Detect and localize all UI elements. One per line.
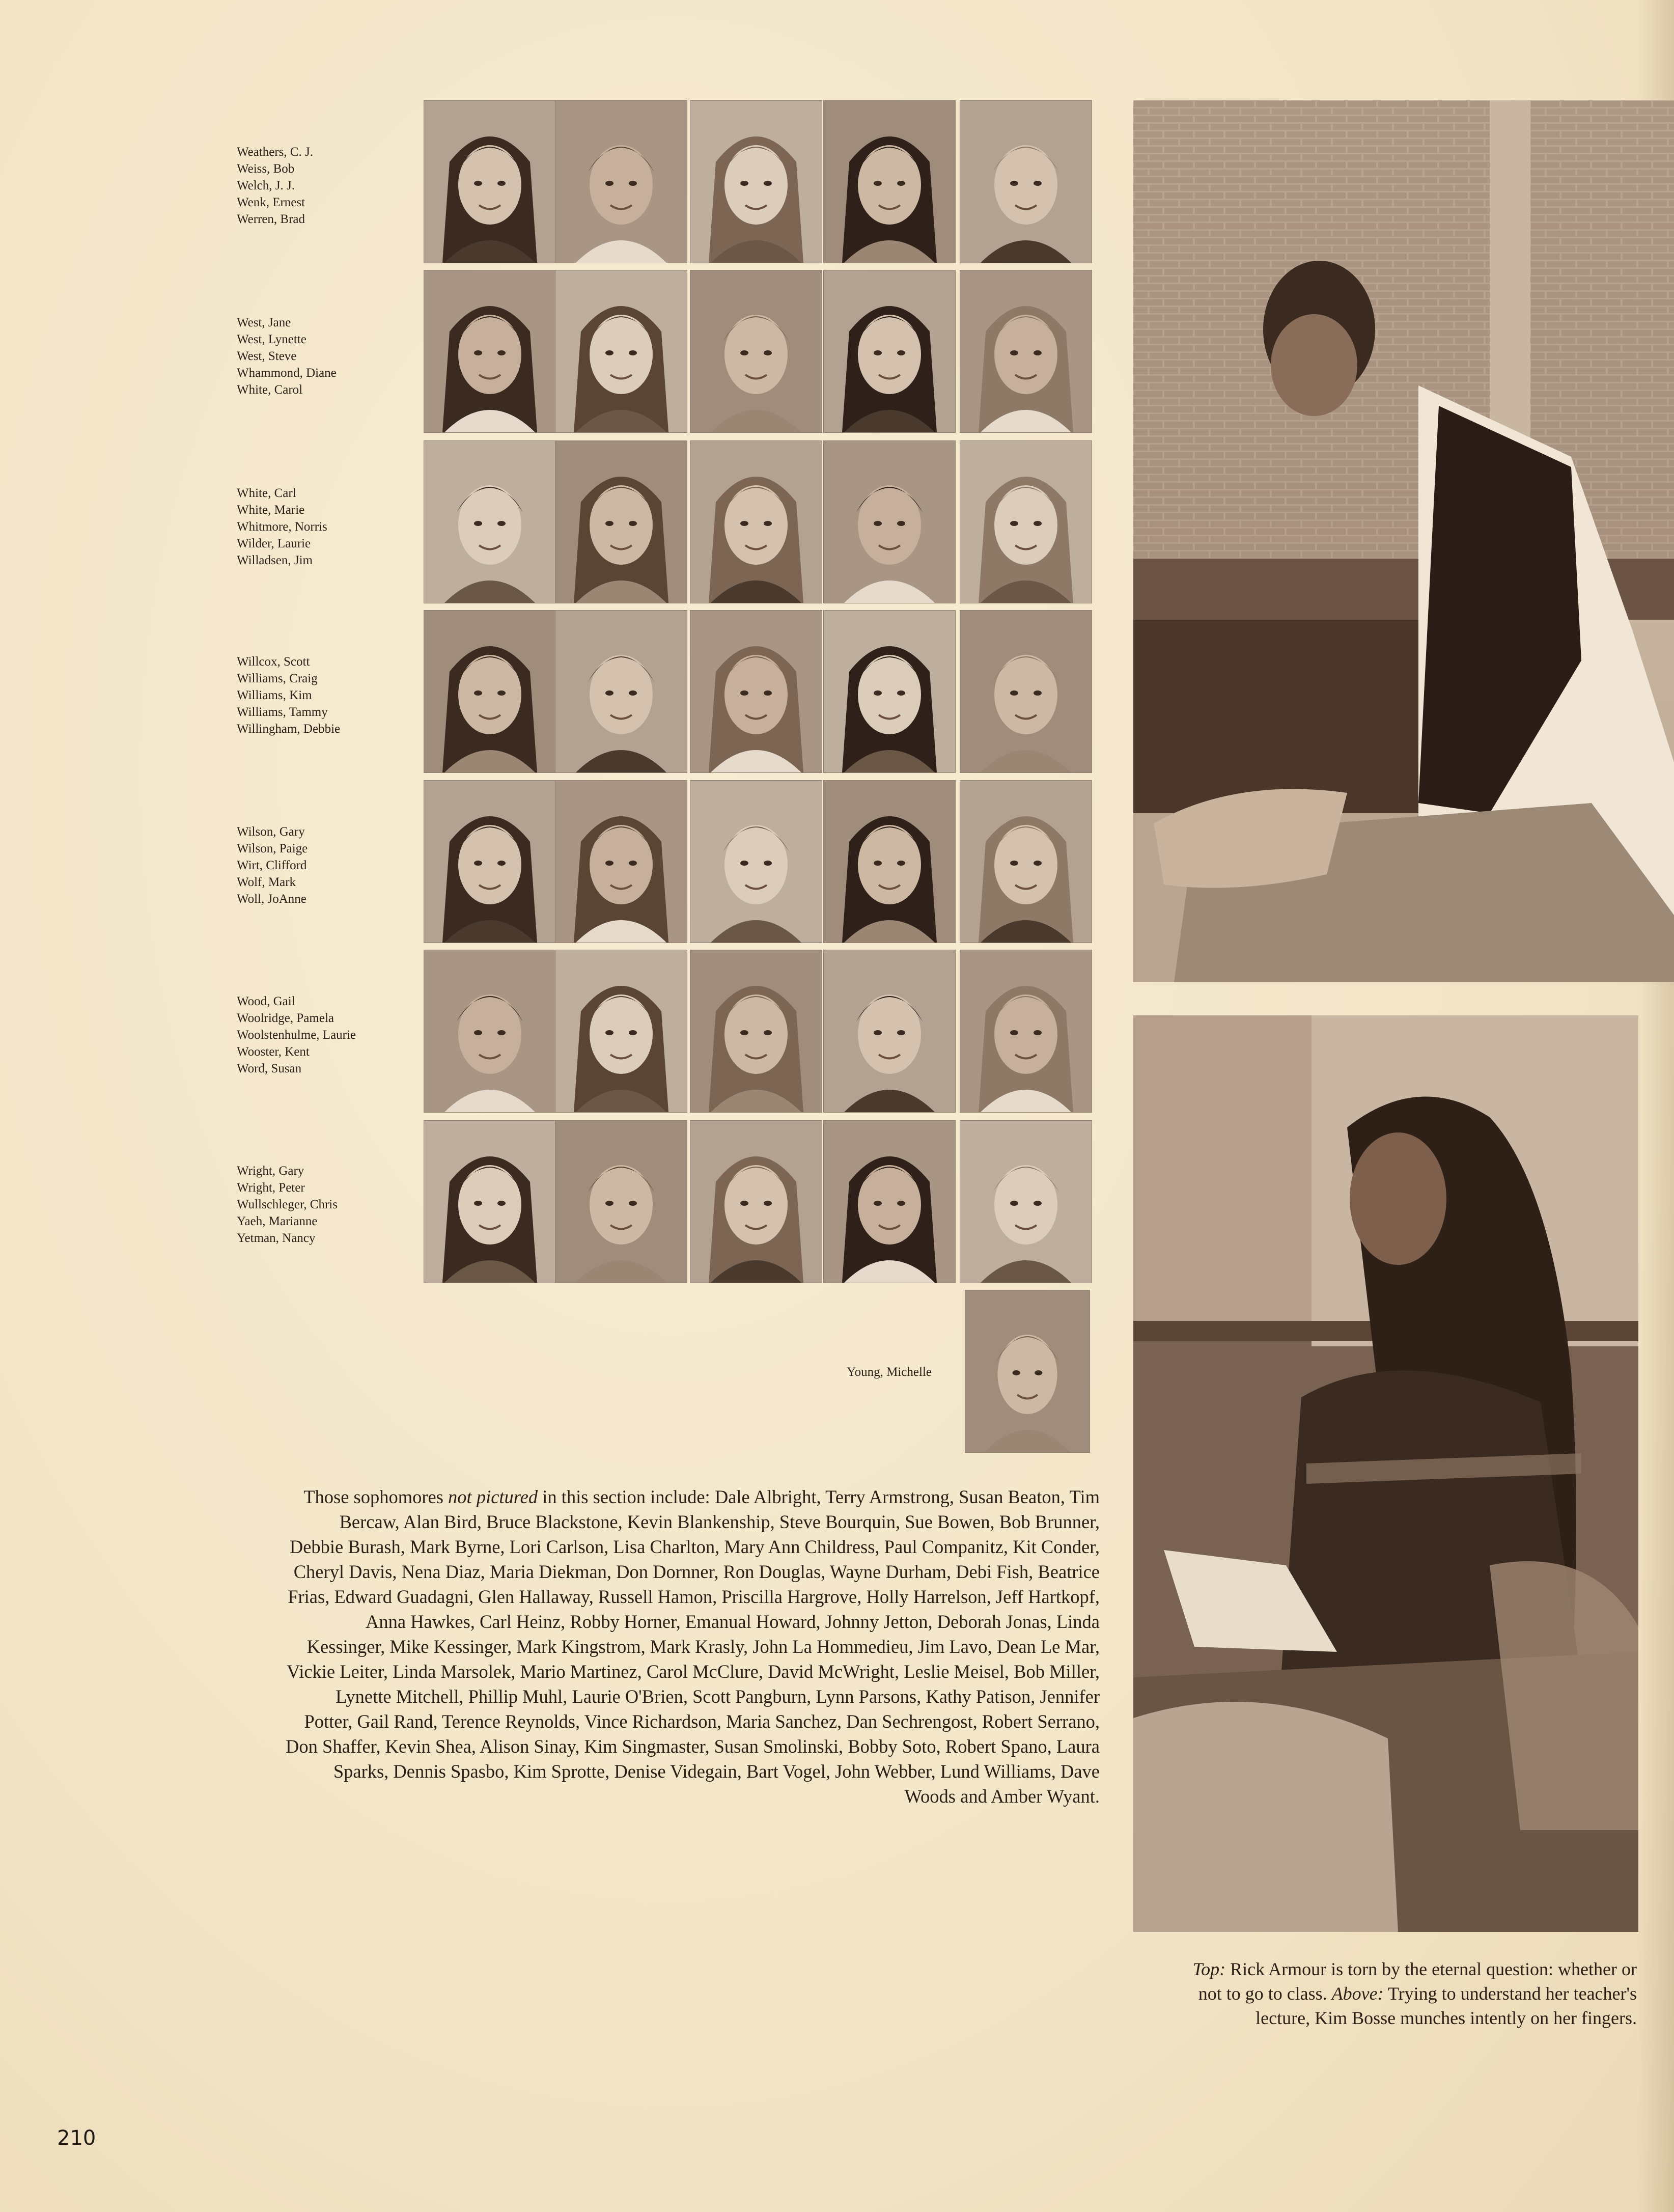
caption-above-label: Above: bbox=[1331, 1983, 1384, 2004]
student-name: Weathers, C. J. bbox=[237, 145, 314, 159]
student-portrait bbox=[555, 610, 687, 773]
student-portrait bbox=[555, 950, 687, 1113]
student-portrait bbox=[823, 610, 956, 773]
student-name: Werren, Brad bbox=[237, 212, 305, 226]
student-portrait bbox=[555, 780, 687, 943]
student-portrait bbox=[424, 270, 556, 433]
student-portrait bbox=[555, 270, 687, 433]
student-portrait bbox=[424, 610, 556, 773]
student-name: Yaeh, Marianne bbox=[237, 1214, 318, 1228]
student-name: Willingham, Debbie bbox=[237, 722, 341, 736]
name-group bbox=[237, 1163, 420, 1247]
student-portrait bbox=[823, 100, 956, 263]
student-portrait bbox=[424, 100, 556, 263]
student-name: Woolridge, Pamela bbox=[237, 1011, 334, 1025]
student-portrait bbox=[960, 1120, 1092, 1283]
name-group bbox=[237, 993, 420, 1077]
student-portrait bbox=[823, 270, 956, 433]
student-name: White, Carl bbox=[237, 486, 296, 500]
not-pictured-paragraph bbox=[285, 1484, 1100, 1809]
student-name: Woolstenhulme, Laurie bbox=[237, 1028, 356, 1042]
student-portrait bbox=[690, 1120, 822, 1283]
student-name: Woll, JoAnne bbox=[237, 892, 306, 906]
student-portrait bbox=[555, 440, 687, 603]
student-portrait bbox=[960, 780, 1092, 943]
student-name: Whitmore, Norris bbox=[237, 520, 327, 534]
not-pictured-lead: Those sophomores bbox=[303, 1486, 449, 1507]
student-name: Whammond, Diane bbox=[237, 366, 337, 380]
student-portrait bbox=[823, 950, 956, 1113]
student-name: Wilson, Paige bbox=[237, 842, 308, 855]
student-portrait bbox=[690, 780, 822, 943]
student-name: Wilder, Laurie bbox=[237, 537, 311, 550]
student-name: Welch, J. J. bbox=[237, 179, 295, 192]
student-name: Wooster, Kent bbox=[237, 1045, 310, 1059]
student-name: Willadsen, Jim bbox=[237, 554, 313, 567]
student-portrait bbox=[960, 270, 1092, 433]
student-portrait bbox=[424, 1120, 556, 1283]
name-group bbox=[237, 314, 420, 398]
student-portrait bbox=[690, 100, 822, 263]
student-portrait bbox=[960, 950, 1092, 1113]
student-portrait bbox=[823, 1120, 956, 1283]
name-group bbox=[237, 144, 420, 228]
student-name: Wood, Gail bbox=[237, 994, 295, 1008]
student-name: White, Carol bbox=[237, 383, 303, 397]
student-name: West, Steve bbox=[237, 349, 297, 363]
student-name: Weiss, Bob bbox=[237, 162, 295, 176]
portrait-young-michelle bbox=[965, 1290, 1090, 1453]
not-pictured-names: in this section include: Dale Albright, Terry Armstrong, Susan Beaton, Tim Bercaw, Alan Bird, Bruce Blackstone, Kevin Blankenship, Steve Bourquin, Sue Bowen, Bob Brunner, Debbie Burash, Mark Byrne, Lori Carlson, Lisa Charlton, Mary Ann Childress, Paul Companitz, Kit Conder, Cheryl Davis, Nena Diaz, Maria Diekman, Don Dornner, Ron Douglas, Wayne Durham, Debi Fish, Beatrice Frias, Edward Guadagni, Glen Hallaway, Russell Hamon, Priscilla Hargrove, Holly Harrelson, Jeff Hartkopf, Anna Hawkes, Carl Heinz, Robby Horner, Emanual Howard, Johnny Jetton, Deborah Jonas, Linda Kessinger, Mike Kessinger, Mark Kingstrom, Mark Krasly, John La Hommedieu, Jim Lavo, Dean Le Mar, Vickie Leiter, Linda Marsolek, Mario Martinez, Carol McClure, David McWright, Leslie Meisel, Bob Miller, Lynette Mitchell, Phillip Muhl, Laurie O'Brien, Scott Pangburn, Lynn Parsons, Kathy Patison, Jennifer Potter, Gail Rand, Terence Reynolds, Vince Richardson, Maria Sanchez, Dan Sechrengost, Robert Serrano, Don Shaffer, Kevin Shea, Alison Sinay, Kim Singmaster, Susan Smolinski, Bobby Soto, Robert Spano, Laura Sparks, Dennis Spasbo, Kim Sprotte, Denise Videgain, Bart Vogel, John Webber, Lund Williams, Dave Woods and Amber Wyant. bbox=[286, 1486, 1100, 1807]
student-name: Yetman, Nancy bbox=[237, 1231, 316, 1245]
student-name: Williams, Kim bbox=[237, 688, 312, 702]
student-name: Wullschleger, Chris bbox=[237, 1198, 338, 1211]
student-portrait bbox=[960, 440, 1092, 603]
name-group bbox=[237, 653, 420, 737]
student-portrait bbox=[424, 780, 556, 943]
caption-top-text: Rick Armour is torn by the eternal question: whether or not to go to class. bbox=[1198, 1959, 1637, 2004]
student-name: Wright, Peter bbox=[237, 1181, 305, 1195]
photo-kim-bosse bbox=[1133, 1015, 1638, 1932]
student-name: Williams, Craig bbox=[237, 672, 318, 685]
name-group bbox=[237, 485, 420, 569]
student-name: Wenk, Ernest bbox=[237, 196, 305, 209]
name-group bbox=[237, 823, 420, 907]
photo-caption bbox=[1166, 1957, 1637, 2030]
student-portrait bbox=[424, 440, 556, 603]
student-name: Wilson, Gary bbox=[237, 825, 305, 839]
student-portrait bbox=[960, 610, 1092, 773]
student-portrait bbox=[555, 1120, 687, 1283]
page-number: 210 bbox=[57, 2126, 96, 2150]
student-portrait bbox=[690, 950, 822, 1113]
student-name: Wright, Gary bbox=[237, 1164, 304, 1178]
student-name: West, Lynette bbox=[237, 333, 306, 346]
caption-top-label: Top: bbox=[1192, 1959, 1226, 1979]
not-pictured-emphasis: not pictured bbox=[448, 1486, 538, 1507]
caption-above-text: Trying to understand her teacher's lecture, Kim Bosse munches intently on her fingers. bbox=[1256, 1983, 1637, 2028]
student-name: Word, Susan bbox=[237, 1062, 302, 1075]
student-name: Williams, Tammy bbox=[237, 705, 328, 719]
student-portrait bbox=[690, 440, 822, 603]
student-name: Wirt, Clifford bbox=[237, 859, 307, 872]
student-portrait bbox=[960, 100, 1092, 263]
student-portrait bbox=[555, 100, 687, 263]
student-portrait bbox=[823, 780, 956, 943]
student-portrait bbox=[690, 610, 822, 773]
photo-rick-armour bbox=[1133, 100, 1674, 982]
student-name: Willcox, Scott bbox=[237, 655, 310, 669]
student-portrait bbox=[424, 950, 556, 1113]
student-name: Wolf, Mark bbox=[237, 875, 296, 889]
student-portrait bbox=[823, 440, 956, 603]
name-young-michelle: Young, Michelle bbox=[847, 1365, 932, 1379]
student-portrait bbox=[690, 270, 822, 433]
student-name: White, Marie bbox=[237, 503, 305, 517]
student-name: West, Jane bbox=[237, 316, 291, 329]
